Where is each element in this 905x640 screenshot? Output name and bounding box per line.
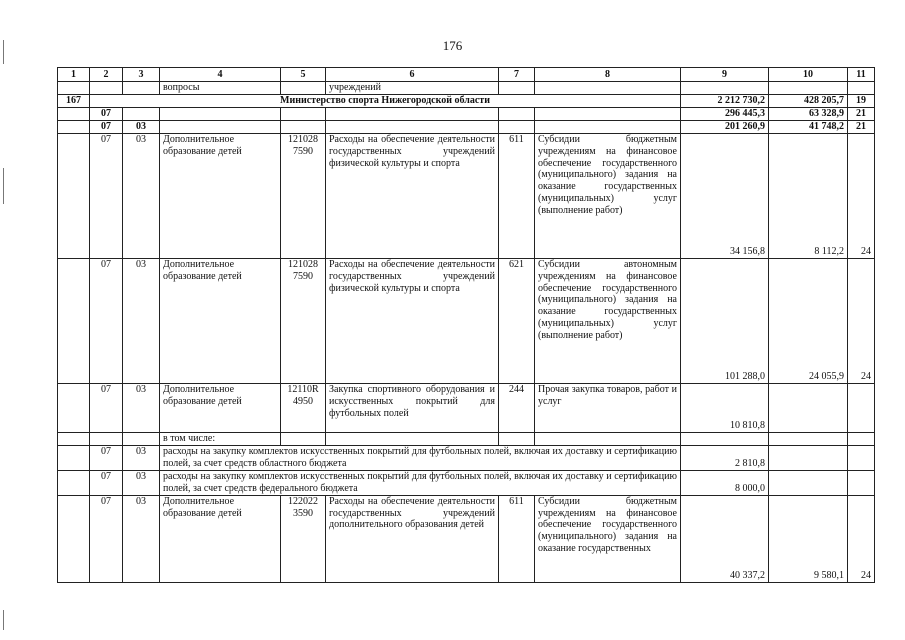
header-cell: 4 <box>160 68 281 82</box>
table-cell <box>769 470 848 495</box>
section-code: 07 <box>90 134 123 259</box>
table-cell <box>499 121 535 134</box>
table-cell <box>681 433 769 446</box>
amount-col9: 2 810,8 <box>681 445 769 470</box>
amount-col9: 34 156,8 <box>681 134 769 259</box>
section-code: 07 <box>90 108 123 121</box>
amount-col10: 9 580,1 <box>769 495 848 582</box>
table-cell <box>535 82 681 95</box>
table-row <box>58 495 875 582</box>
amount-col10: 41 748,2 <box>769 121 848 134</box>
header-cell: 11 <box>848 68 875 82</box>
table-cell <box>326 121 499 134</box>
budget-table <box>57 67 875 583</box>
header-cell: 7 <box>499 68 535 82</box>
expense-type-code: 621 <box>499 259 535 384</box>
amount-col10: 428 205,7 <box>769 95 848 108</box>
table-cell <box>499 433 535 446</box>
amount-col10 <box>769 384 848 433</box>
expense-type-name: Субсидии бюджетным учреждениям на финансовое обеспечение государственного (муниципального) задания на оказание государственных <box>535 495 681 582</box>
table-cell: учреждений <box>326 82 499 95</box>
table-cell <box>848 470 875 495</box>
table-cell <box>90 82 123 95</box>
col11-value: 24 <box>848 134 875 259</box>
ministry-row <box>58 95 875 108</box>
table-cell <box>58 433 90 446</box>
amount-col10: 24 055,9 <box>769 259 848 384</box>
header-cell: 8 <box>535 68 681 82</box>
expense-type-name: Субсидии автономным учреждениям на финансовое обеспечение государственного (муниципального) задания на оказание государственных (муниципальных) услуг (выполнение работ) <box>535 259 681 384</box>
expense-type-code: 611 <box>499 134 535 259</box>
amount-col9: 10 810,8 <box>681 384 769 433</box>
section-name: Дополнительное образование детей <box>160 134 281 259</box>
table-cell <box>160 121 281 134</box>
sub-row <box>58 445 875 470</box>
amount-col9: 2 212 730,2 <box>681 95 769 108</box>
table-cell <box>281 121 326 134</box>
table-cell <box>58 134 90 259</box>
table-cell <box>535 121 681 134</box>
table-cell <box>58 445 90 470</box>
section-code: 07 <box>90 121 123 134</box>
header-cell: 3 <box>123 68 160 82</box>
in-that-number-row <box>58 433 875 446</box>
table-cell <box>58 470 90 495</box>
table-cell <box>123 433 160 446</box>
section-code: 07 <box>90 495 123 582</box>
subsection-code: 03 <box>123 259 160 384</box>
table-cell <box>848 433 875 446</box>
section-code: 07 <box>90 445 123 470</box>
section-name: Дополнительное образование детей <box>160 384 281 433</box>
amount-col10: 63 328,9 <box>769 108 848 121</box>
col11-value: 24 <box>848 495 875 582</box>
table-cell <box>281 108 326 121</box>
section-code: 07 <box>90 470 123 495</box>
header-cell: 10 <box>769 68 848 82</box>
target-article-code: 12110R 4950 <box>281 384 326 433</box>
table-cell <box>535 108 681 121</box>
expense-type-code: 244 <box>499 384 535 433</box>
target-article-code: 121028 7590 <box>281 259 326 384</box>
col11-value: 24 <box>848 259 875 384</box>
table-cell <box>769 445 848 470</box>
continuation-row <box>58 82 875 95</box>
subsection-code: 03 <box>123 134 160 259</box>
section-name: Дополнительное образование детей <box>160 259 281 384</box>
amount-col9: 40 337,2 <box>681 495 769 582</box>
subsection-code: 03 <box>123 470 160 495</box>
table-cell <box>499 108 535 121</box>
ministry-code: 167 <box>58 95 90 108</box>
table-cell <box>848 82 875 95</box>
section-code: 07 <box>90 259 123 384</box>
expense-description: Расходы на обеспечение деятельности государственных учреждений физической культуры и спорта <box>326 259 499 384</box>
amount-col9: 8 000,0 <box>681 470 769 495</box>
table-cell <box>160 108 281 121</box>
col11-value <box>848 384 875 433</box>
expense-description: Расходы на обеспечение деятельности государственных учреждений физической культуры и спорта <box>326 134 499 259</box>
amount-col9: 101 288,0 <box>681 259 769 384</box>
margin-mark-top <box>3 40 4 64</box>
sub-row <box>58 470 875 495</box>
subsection-code: 03 <box>123 384 160 433</box>
header-cell: 1 <box>58 68 90 82</box>
header-cell: 2 <box>90 68 123 82</box>
table-cell <box>58 82 90 95</box>
header-cell: 6 <box>326 68 499 82</box>
subsection-row <box>58 121 875 134</box>
header-cell: 5 <box>281 68 326 82</box>
amount-col9: 201 260,9 <box>681 121 769 134</box>
expense-type-name: Прочая закупка товаров, работ и услуг <box>535 384 681 433</box>
table-cell <box>58 259 90 384</box>
table-cell <box>326 433 499 446</box>
expense-type-name: Субсидии бюджетным учреждениям на финансовое обеспечение государственного (муниципального) задания на оказание государственных (муниципальных) услуг (выполнение работ) <box>535 134 681 259</box>
table-row <box>58 134 875 259</box>
table-cell <box>281 82 326 95</box>
table-cell <box>90 433 123 446</box>
target-article-code: 122022 3590 <box>281 495 326 582</box>
expense-description: Расходы на обеспечение деятельности государственных учреждений дополнительного образования детей <box>326 495 499 582</box>
margin-mark-middle <box>3 168 4 204</box>
table-row <box>58 259 875 384</box>
section-name: Дополнительное образование детей <box>160 495 281 582</box>
page-number: 176 <box>442 38 463 53</box>
subsection-code: 03 <box>123 445 160 470</box>
table-cell: вопросы <box>160 82 281 95</box>
ministry-title: Министерство спорта Нижегородской области <box>90 95 681 108</box>
section-row <box>58 108 875 121</box>
expense-description: Закупка спортивного оборудования и искусственных покрытий для футбольных полей <box>326 384 499 433</box>
margin-mark-bottom <box>3 610 4 630</box>
subsection-code: 03 <box>123 495 160 582</box>
table-cell <box>58 121 90 134</box>
table-cell <box>681 82 769 95</box>
target-article-code: 121028 7590 <box>281 134 326 259</box>
header-row <box>58 68 875 82</box>
table-cell <box>848 445 875 470</box>
table-cell <box>58 108 90 121</box>
col11-value: 19 <box>848 95 875 108</box>
table-cell <box>769 82 848 95</box>
table-cell <box>123 82 160 95</box>
table-cell <box>281 433 326 446</box>
table-cell <box>769 433 848 446</box>
section-code: 07 <box>90 384 123 433</box>
amount-col10: 8 112,2 <box>769 134 848 259</box>
expense-type-code: 611 <box>499 495 535 582</box>
table-cell <box>326 108 499 121</box>
sub-expense-description: расходы на закупку комплектов искусственных покрытий для футбольных полей, включая их доставку и сертификацию полей, за счет средств областного бюджета <box>160 445 681 470</box>
col11-value: 21 <box>848 121 875 134</box>
table-cell <box>58 495 90 582</box>
header-cell: 9 <box>681 68 769 82</box>
table-cell <box>535 433 681 446</box>
table-cell <box>499 82 535 95</box>
amount-col9: 296 445,3 <box>681 108 769 121</box>
table-row <box>58 384 875 433</box>
sub-expense-description: расходы на закупку комплектов искусственных покрытий для футбольных полей, включая их доставку и сертификацию полей, за счет средств федерального бюджета <box>160 470 681 495</box>
in-that-number-label: в том числе: <box>160 433 281 446</box>
table-cell <box>58 384 90 433</box>
table-cell <box>123 108 160 121</box>
subsection-code: 03 <box>123 121 160 134</box>
col11-value: 21 <box>848 108 875 121</box>
